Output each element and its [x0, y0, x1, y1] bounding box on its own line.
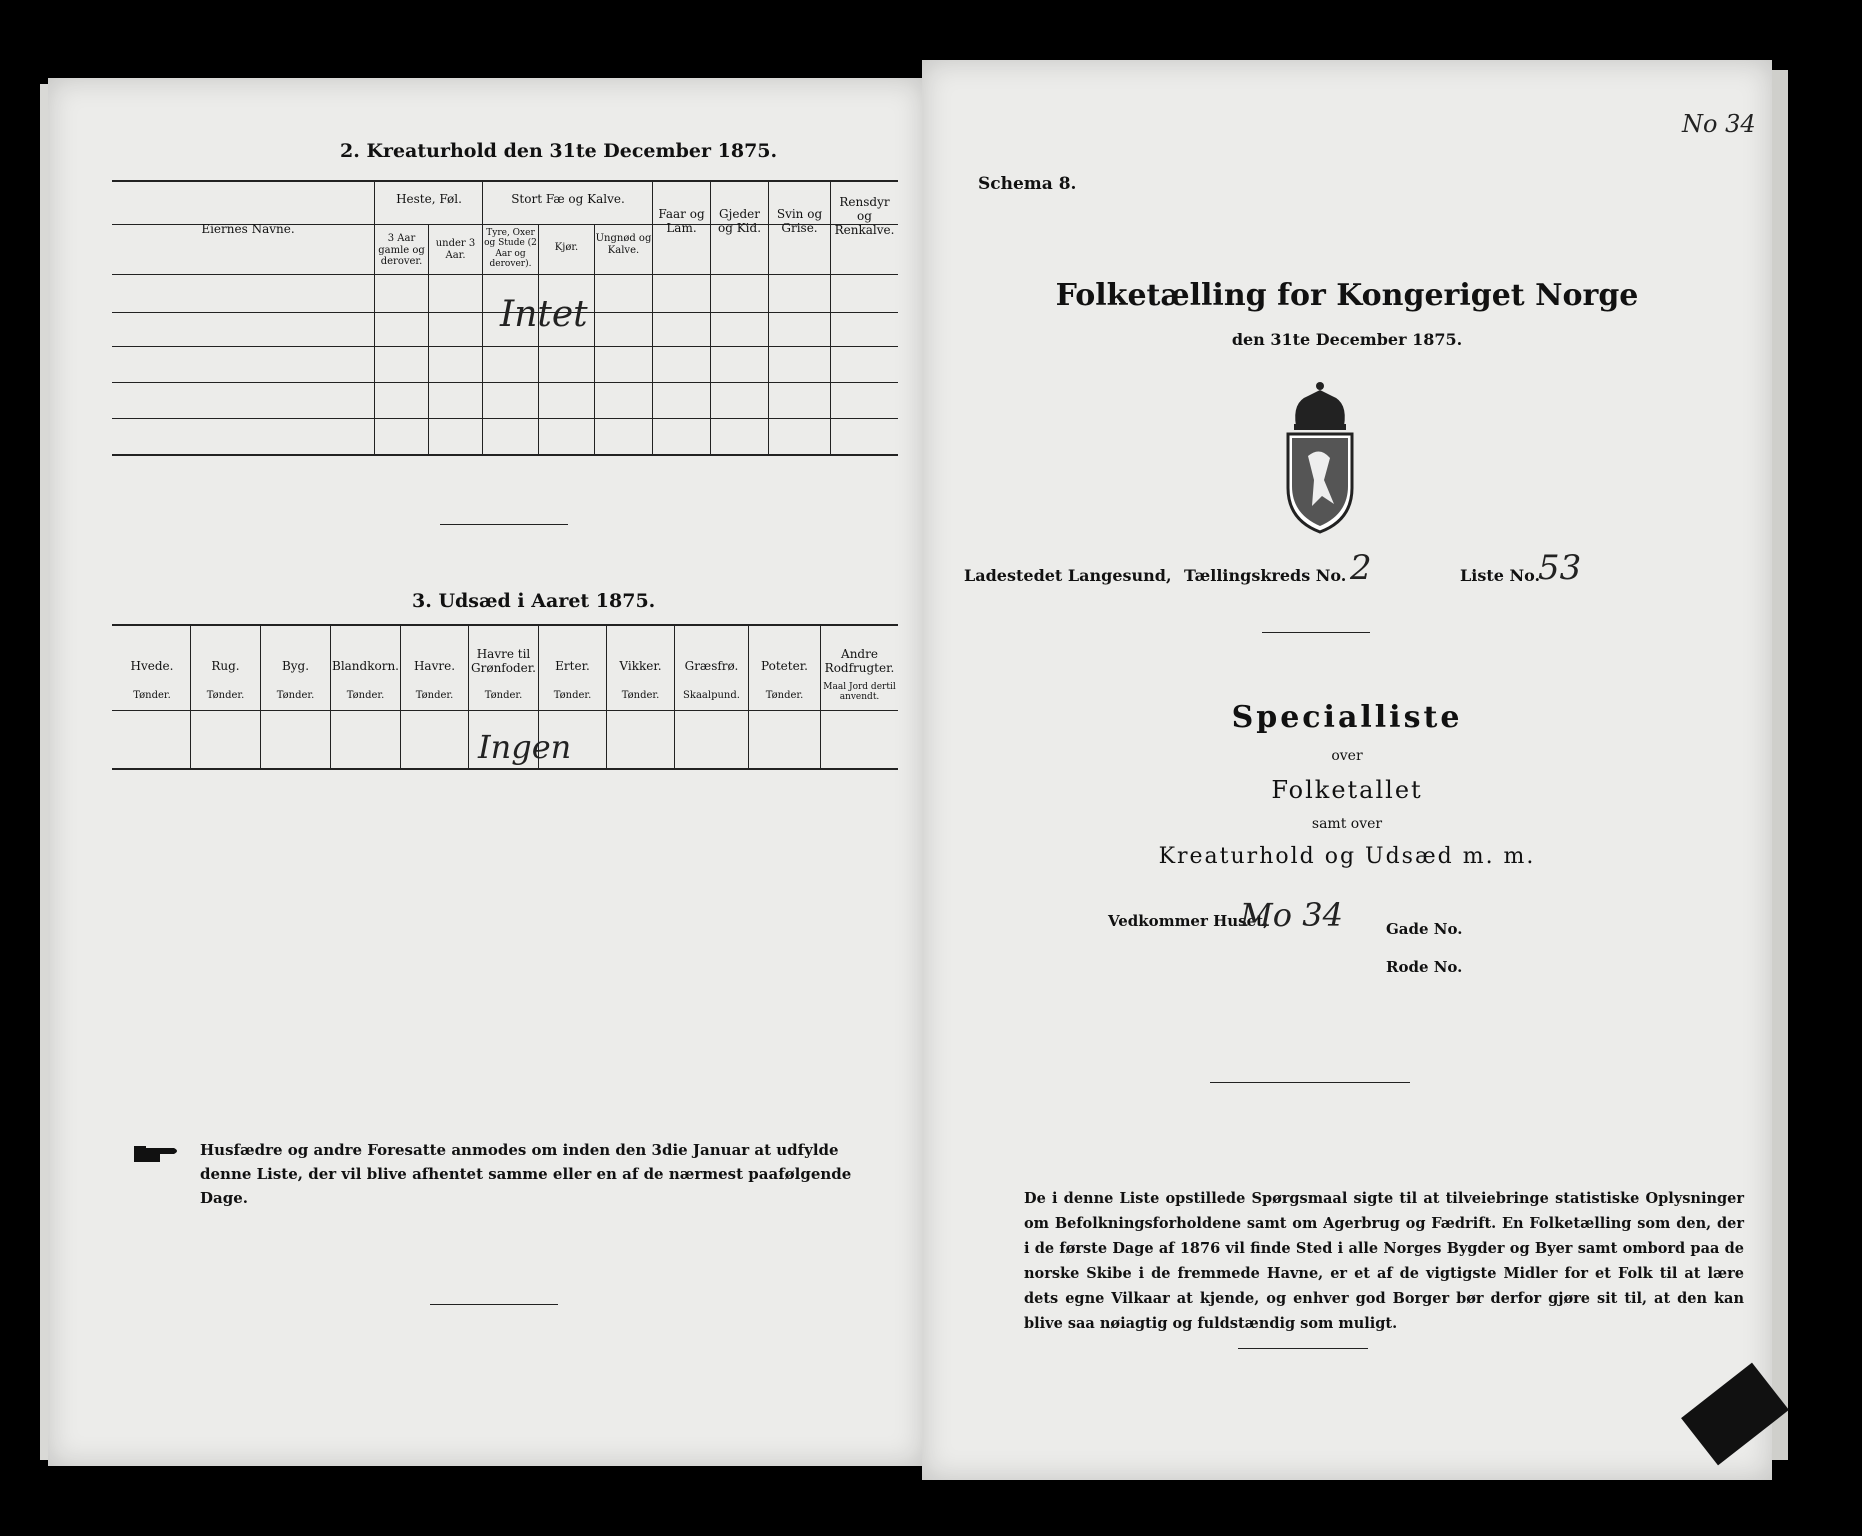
folketallet-label: Folketallet: [1271, 776, 1423, 804]
divider: [1262, 632, 1370, 633]
coat-of-arms-icon: [1278, 380, 1362, 540]
main-title: Folketælling for Kongeriget Norge: [1055, 278, 1639, 313]
sow-col-7: Vikker.: [619, 659, 662, 673]
divider: [1210, 1082, 1410, 1083]
sow-unit-1: Tønder.: [206, 690, 245, 701]
col-heste: Heste, Føl.: [396, 192, 462, 206]
sow-unit-7: Tønder.: [621, 690, 660, 701]
section2-title: 2. Kreaturhold den 31te December 1875.: [340, 140, 778, 162]
sow-col-5: Havre til Grønfoder.: [471, 647, 536, 675]
huset-value: Mo 34: [1240, 896, 1343, 934]
vedkommer-label: Vedkommer Huset,: [1108, 912, 1269, 930]
schema-label: Schema 8.: [978, 174, 1077, 194]
rode-label: Rode No.: [1386, 958, 1463, 976]
col-rensdyr: Rensdyr og Renkalve.: [834, 195, 895, 237]
liste-label: Liste No.: [1460, 566, 1541, 585]
corner-number: No 34: [1682, 110, 1756, 138]
section3-title: 3. Udsæd i Aaret 1875.: [412, 590, 656, 612]
col-stort-a: Tyre, Oxer og Stude (2 Aar og derover).: [484, 228, 537, 270]
col-owner: Eiernes Navne.: [201, 222, 295, 236]
sow-unit-5: Tønder.: [484, 690, 523, 701]
sow-unit-8: Skaalpund.: [683, 690, 740, 701]
divider: [430, 1304, 558, 1305]
kreaturhold-label: Kreaturhold og Udsæd m. m.: [1158, 844, 1536, 869]
liste-value: 53: [1538, 548, 1582, 588]
col-stort-c: Ungnød og Kalve.: [595, 233, 652, 256]
col-heste-a: 3 Aar gamle og derover.: [378, 233, 425, 267]
date-line: den 31te December 1875.: [1231, 330, 1463, 349]
sow-col-2: Byg.: [281, 659, 310, 673]
page-edge: [1772, 70, 1788, 1460]
sow-unit-0: Tønder.: [133, 690, 171, 701]
info-paragraph: De i denne Liste opstillede Spørgsmaal sigte til at tilveiebringe statistiske Oplysninger om Befolkningsforholdene samt om Agerbrug og Fædrift. En Folketælling som den, der i de første Dage af 1876 vil finde Sted i alle Norges Bygder og Byer samt ombord paa de norske Skibe i de fremmede Havne, er et af de vigtigste Midler for et Folk til at lære dets egne Vilkaar at kjende, og enhver god Borger bør derfor gjøre sit til, at den kan blive saa nøiagtig og fuldstændig som muligt.: [1024, 1190, 1744, 1332]
page-edge: [40, 84, 48, 1460]
sow-unit-10: Maal Jord dertil anvendt.: [823, 682, 896, 703]
instruction-note: Husfædre og andre Foresatte anmodes om inden den 3die Januar at udfylde denne Liste, der vil blive afhentet samme eller en af de nærmest paafølgende Dage.: [200, 1141, 852, 1207]
sow-unit-3: Tønder.: [346, 690, 385, 701]
divider: [440, 524, 568, 525]
left-page: [48, 78, 924, 1466]
sow-col-0: Hvede.: [130, 659, 174, 673]
over-label: over: [1331, 748, 1363, 764]
sow-col-6: Erter.: [555, 659, 590, 673]
sow-unit-2: Tønder.: [276, 690, 315, 701]
sow-col-8: Græsfrø.: [684, 659, 739, 673]
sow-col-9: Poteter.: [761, 659, 808, 673]
handwritten-ingen: Ingen: [478, 728, 572, 766]
ladested-label: Ladestedet Langesund,: [964, 566, 1172, 585]
handwritten-intet: Intet: [500, 294, 588, 335]
kreds-value: 2: [1350, 548, 1372, 588]
sow-unit-4: Tønder.: [415, 690, 454, 701]
sow-unit-9: Tønder.: [765, 690, 804, 701]
sow-unit-6: Tønder.: [553, 690, 592, 701]
samt-over-label: samt over: [1311, 816, 1383, 832]
kreds-label: Tællingskreds No.: [1184, 566, 1347, 585]
col-stort-b: Kjør.: [554, 242, 579, 253]
right-page: [922, 60, 1772, 1480]
sow-col-10: Andre Rodfrugter.: [824, 647, 895, 675]
col-faar: Faar og Lam.: [658, 207, 705, 235]
col-stort: Stort Fæ og Kalve.: [511, 192, 625, 206]
specialliste-title: Specialliste: [1231, 700, 1463, 735]
col-heste-b: under 3 Aar.: [435, 238, 476, 261]
pointing-hand-icon: [134, 1142, 180, 1170]
sow-col-4: Havre.: [413, 659, 456, 673]
col-svin: Svin og Grise.: [776, 207, 823, 235]
sow-col-1: Rug.: [211, 659, 240, 673]
gade-label: Gade No.: [1386, 920, 1463, 938]
col-gjeder: Gjeder og Kid.: [717, 207, 762, 235]
divider: [1238, 1348, 1368, 1349]
sow-col-3: Blandkorn.: [332, 659, 399, 673]
